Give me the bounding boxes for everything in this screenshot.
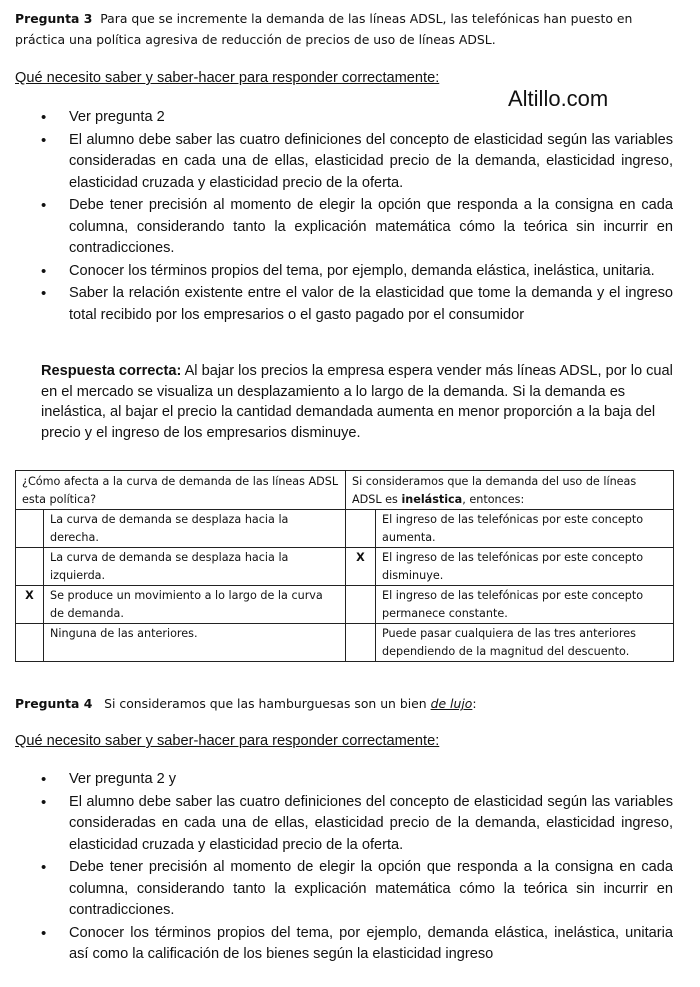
list-item: • Conocer los términos propios del tema, por ejemplo, demanda elástica, inelástica, unitaria así como la calificación de los bienes según la elasticidad ingreso bbox=[41, 923, 673, 966]
right-mark-cell: X bbox=[346, 548, 376, 586]
left-option: Ninguna de las anteriores. bbox=[44, 624, 346, 662]
question-3-heading bbox=[15, 8, 685, 50]
right-column-header: Si consideramos que la demanda del uso de líneas ADSL es inelástica, entonces: bbox=[346, 471, 674, 510]
q4-bullet-list bbox=[41, 769, 673, 967]
question-3-label: Pregunta 3 bbox=[15, 11, 93, 26]
list-item: • El alumno debe saber las cuatro definiciones del concepto de elasticidad según las variables consideradas en cada una de ellas, elasticidad precio de la demanda, elasticidad ingreso, elasticidad cruzada y elasticidad precio de la oferta. bbox=[41, 130, 673, 195]
list-item: • Saber la relación existente entre el valor de la elasticidad que tome la demanda y el ingreso total recibido por los empresarios o el gasto pagado por el consumidor bbox=[41, 283, 673, 326]
watermark: Altillo.com bbox=[508, 86, 609, 111]
list-item: • Ver pregunta 2 bbox=[41, 107, 673, 129]
list-item: • Debe tener precisión al momento de elegir la opción que responda a la consigna en cada columna, considerando tanto la explicación matemática cómo la teórica sin incurrir en contradicciones. bbox=[41, 857, 673, 922]
left-option: La curva de demanda se desplaza hacia la derecha. bbox=[44, 510, 346, 548]
right-option: Puede pasar cualquiera de las tres anteriores dependiendo de la magnitud del descuento. bbox=[376, 624, 674, 662]
list-item: • Ver pregunta 2 y bbox=[41, 769, 673, 791]
question-4-emphasis: de lujo bbox=[430, 696, 473, 711]
question-3-text-line1: Para que se incremente la demanda de las líneas ADSL, las telefónicas han puesto en bbox=[100, 11, 633, 26]
right-mark-cell bbox=[346, 510, 376, 548]
need-heading-q3: Qué necesito saber y saber-hacer para responder correctamente: bbox=[15, 70, 440, 86]
left-option: La curva de demanda se desplaza hacia la izquierda. bbox=[44, 548, 346, 586]
answer-text: Al bajar los precios la empresa espera vender más líneas ADSL, por lo cual en el mercado se visualiza un desplazamiento a lo largo de la demanda. Si la demanda es inelástica, al bajar el precio la cantidad demandada aumenta en menor proporción a la baja del precio y el ingreso de los empresarios disminuye. bbox=[41, 363, 673, 441]
list-item: • Debe tener precisión al momento de elegir la opción que responda a la consigna en cada columna, considerando tanto la explicación matemática cómo la teórica sin incurrir en contradicciones. bbox=[41, 195, 673, 260]
table-header-row bbox=[16, 471, 674, 510]
right-mark-cell bbox=[346, 586, 376, 624]
table-row bbox=[16, 548, 674, 586]
left-mark-cell bbox=[16, 548, 44, 586]
table-row bbox=[16, 624, 674, 662]
list-item: • Conocer los términos propios del tema, por ejemplo, demanda elástica, inelástica, unitaria. bbox=[41, 261, 673, 283]
q3-bullet-list bbox=[41, 107, 673, 327]
list-item: • El alumno debe saber las cuatro definiciones del concepto de elasticidad según las variables consideradas en cada una de ellas, elasticidad precio de la demanda, elasticidad ingreso, elasticidad cruzada y elasticidad precio de la oferta. bbox=[41, 792, 673, 857]
question-4-label: Pregunta 4 bbox=[15, 696, 93, 711]
right-option: El ingreso de las telefónicas por este concepto permanece constante. bbox=[376, 586, 674, 624]
left-mark-cell bbox=[16, 624, 44, 662]
inelastica-emphasis: inelástica bbox=[401, 492, 463, 506]
question-3-text-line2: práctica una política agresiva de reducción de precios de uso de líneas ADSL. bbox=[15, 32, 496, 47]
right-option: El ingreso de las telefónicas por este concepto aumenta. bbox=[376, 510, 674, 548]
left-mark-cell: X bbox=[16, 586, 44, 624]
need-heading-q4: Qué necesito saber y saber-hacer para responder correctamente: bbox=[15, 733, 440, 749]
answer-table bbox=[15, 470, 674, 662]
left-mark-cell bbox=[16, 510, 44, 548]
correct-answer bbox=[41, 361, 673, 443]
question-4-text: Si consideramos que las hamburguesas son un bien bbox=[104, 696, 427, 711]
table-row bbox=[16, 586, 674, 624]
left-column-header: ¿Cómo afecta a la curva de demanda de las líneas ADSL esta política? bbox=[16, 471, 346, 510]
left-option: Se produce un movimiento a lo largo de la curva de demanda. bbox=[44, 586, 346, 624]
table-row bbox=[16, 510, 674, 548]
answer-label: Respuesta correcta: bbox=[41, 363, 182, 379]
right-option: El ingreso de las telefónicas por este concepto disminuye. bbox=[376, 548, 674, 586]
question-4-heading: Pregunta 4 Si consideramos que las hamburguesas son un bien de lujo: bbox=[15, 696, 477, 711]
right-mark-cell bbox=[346, 624, 376, 662]
